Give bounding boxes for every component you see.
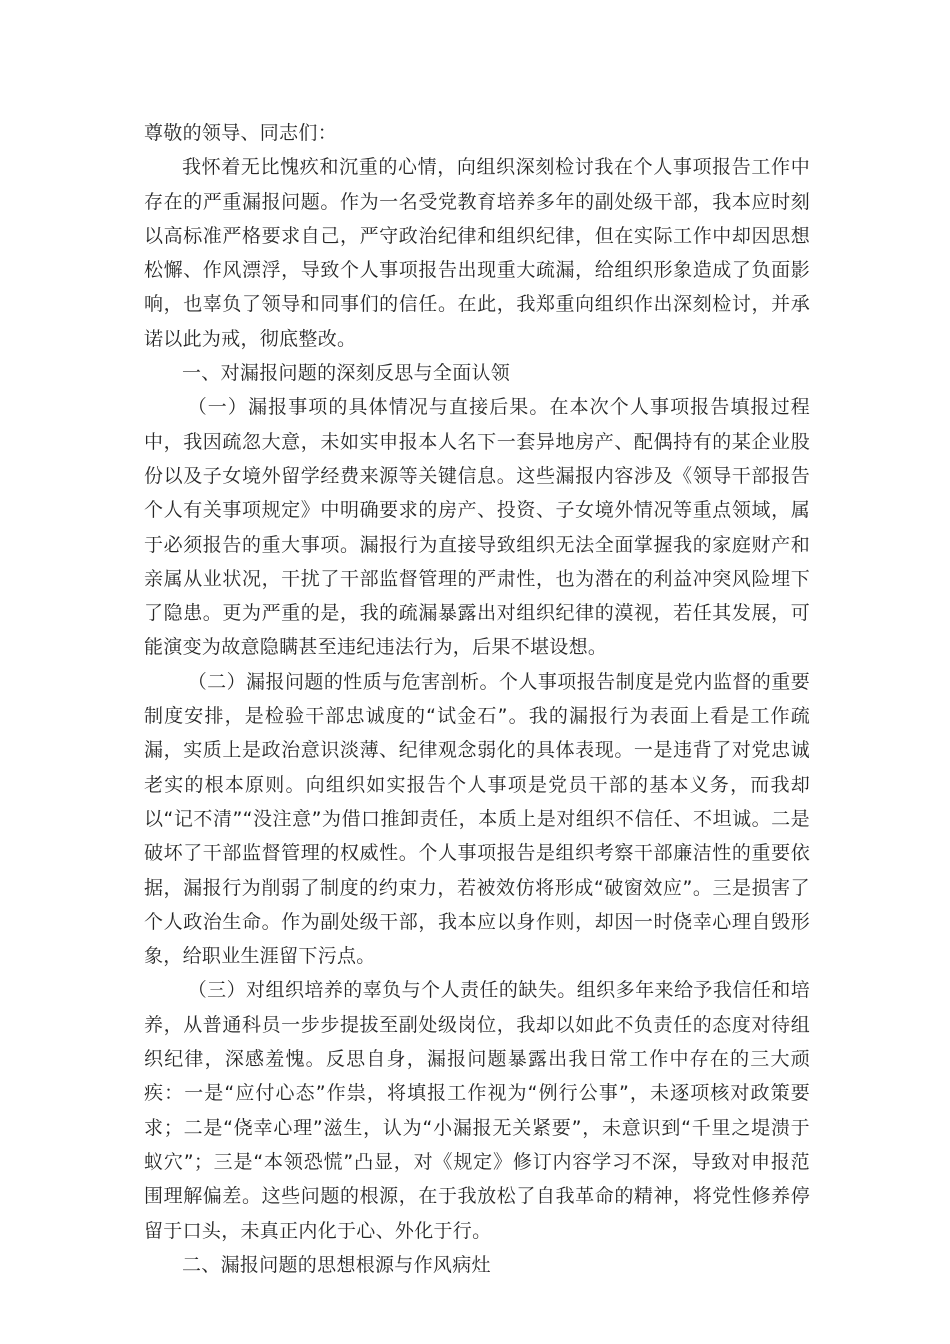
section-1-subsection-3: （三）对组织培养的辜负与个人责任的缺失。组织多年来给予我信任和培养，从普通科员一步步提拔至副处级岗位，我却以如此不负责任的态度对待组织纪律，深感羞愧。反思自身，漏报问题暴露出我日常工作中存在的三大顽疾：一是“应付心态”作祟，将填报工作视为“例行公事”，未逐项核对政策要求；二是“侥幸心理”滋生，认为“小漏报无关紧要”，未意识到“千里之堤溃于蚁穴”；三是“本领恐慌”凸显，对《规定》修订内容学习不深，导致对申报范围理解偏差。这些问题的根源，在于我放松了自我革命的精神，将党性修养停留于口头，未真正内化于心、外化于行。 — [144, 979, 810, 1242]
section-1-heading: 一、对漏报问题的深刻反思与全面认领 — [182, 362, 511, 385]
section-2-heading: 二、漏报问题的思想根源与作风病灶 — [182, 1253, 491, 1276]
intro-paragraph: 我怀着无比愧疚和沉重的心情，向组织深刻检讨我在个人事项报告工作中存在的严重漏报问题。作为一名受党教育培养多年的副处级干部，我本应时刻以高标准严格要求自己，严守政治纪律和组织纪律，但在实际工作中却因思想松懈、作风漂浮，导致个人事项报告出现重大疏漏，给组织形象造成了负面影响，也辜负了领导和同事们的信任。在此，我郑重向组织作出深刻检讨，并承诺以此为戒，彻底整改。 — [144, 156, 810, 350]
document-body — [144, 116, 810, 1282]
salutation: 尊敬的领导、同志们： — [144, 122, 338, 144]
section-1-subsection-2: （二）漏报问题的性质与危害剖析。个人事项报告制度是党内监督的重要制度安排，是检验干部忠诚度的“试金石”。我的漏报行为表面上看是工作疏漏，实质上是政治意识淡薄、纪律观念弱化的具体表现。一是违背了对党忠诚老实的根本原则。向组织如实报告个人事项是党员干部的基本义务，而我却以“记不清”“没注意”为借口推卸责任，本质上是对组织不信任、不坦诚。二是破坏了干部监督管理的权威性。个人事项报告是组织考察干部廉洁性的重要依据，漏报行为削弱了制度的约束力，若被效仿将形成“破窗效应”。三是损害了个人政治生命。作为副处级干部，我本应以身作则，却因一时侥幸心理自毁形象，给职业生涯留下污点。 — [144, 670, 810, 968]
section-1-subsection-1: （一）漏报事项的具体情况与直接后果。在本次个人事项报告填报过程中，我因疏忽大意，未如实申报本人名下一套异地房产、配偶持有的某企业股份以及子女境外留学经费来源等关键信息。这些漏报内容涉及《领导干部报告个人有关事项规定》中明确要求的房产、投资、子女境外情况等重点领域，属于必须报告的重大事项。漏报行为直接导致组织无法全面掌握我的家庭财产和亲属从业状况，干扰了干部监督管理的严肃性，也为潜在的利益冲突风险埋下了隐患。更为严重的是，我的疏漏暴露出对组织纪律的漠视，若任其发展，可能演变为故意隐瞒甚至违纪违法行为，后果不堪设想。 — [144, 396, 810, 659]
